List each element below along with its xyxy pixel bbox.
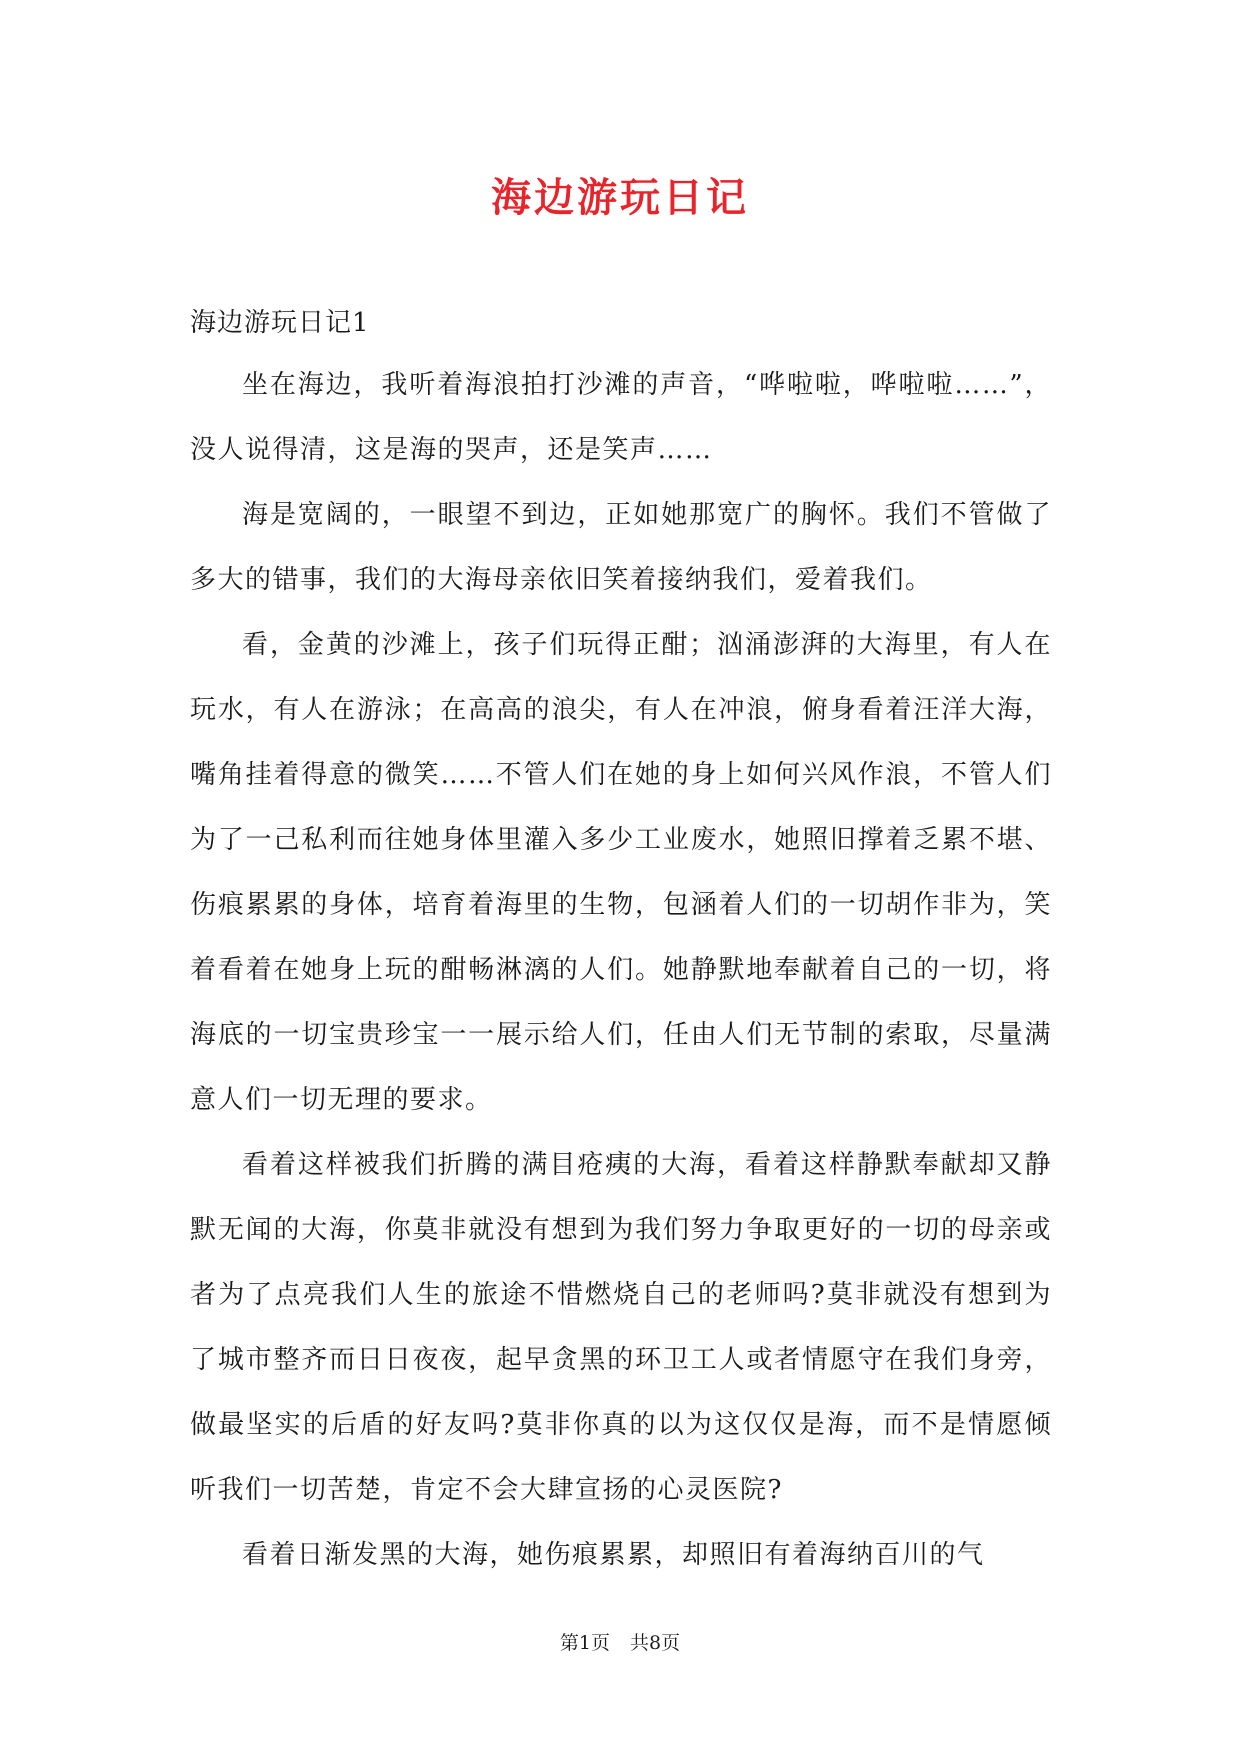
paragraph-4: 看着这样被我们折腾的满目疮痍的大海，看着这样静默奉献却又静默无闻的大海，你莫非就没有想到为我们努力争取更好的一切的母亲或者为了点亮我们人生的旅途不惜燃烧自己的老师吗?莫非就没有想到为了城市整齐而日日夜夜，起早贪黑的环卫工人或者情愿守在我们身旁，做最坚实的后盾的好友吗?莫非你真的以为这仅仅是海，而不是情愿倾听我们一切苦楚，肯定不会大肆宣扬的心灵医院? <box>190 1150 1052 1505</box>
paragraph-2: 海是宽阔的，一眼望不到边，正如她那宽广的胸怀。我们不管做了多大的错事，我们的大海母亲依旧笑着接纳我们，爱着我们。 <box>190 500 1052 595</box>
document-title: 海边游玩日记 <box>491 174 749 221</box>
paragraph-5: 看着日渐发黑的大海，她伤痕累累，却照旧有着海纳百川的气 <box>242 1540 985 1570</box>
section-subtitle: 海边游玩日记1 <box>190 308 370 338</box>
page-number-total: 共8页 <box>630 1632 681 1654</box>
document-body <box>190 293 1052 1588</box>
page-number-current: 第1页 <box>559 1632 610 1654</box>
page-footer <box>0 1630 1240 1656</box>
paragraph-3: 看，金黄的沙滩上，孩子们玩得正酣；汹涌澎湃的大海里，有人在玩水，有人在游泳；在高高的浪尖，有人在冲浪，俯身看着汪洋大海，嘴角挂着得意的微笑……不管人们在她的身上如何兴风作浪，不管人们为了一己私利而往她身体里灌入多少工业废水，她照旧撑着乏累不堪、伤痕累累的身体，培育着海里的生物，包涵着人们的一切胡作非为，笑着看着在她身上玩的酣畅淋漓的人们。她静默地奉献着自己的一切，将海底的一切宝贵珍宝一一展示给人们，任由人们无节制的索取，尽量满意人们一切无理的要求。 <box>190 630 1052 1115</box>
paragraph-1: 坐在海边，我听着海浪拍打沙滩的声音，“哗啦啦，哗啦啦……”，没人说得清，这是海的哭声，还是笑声…… <box>190 370 1052 465</box>
